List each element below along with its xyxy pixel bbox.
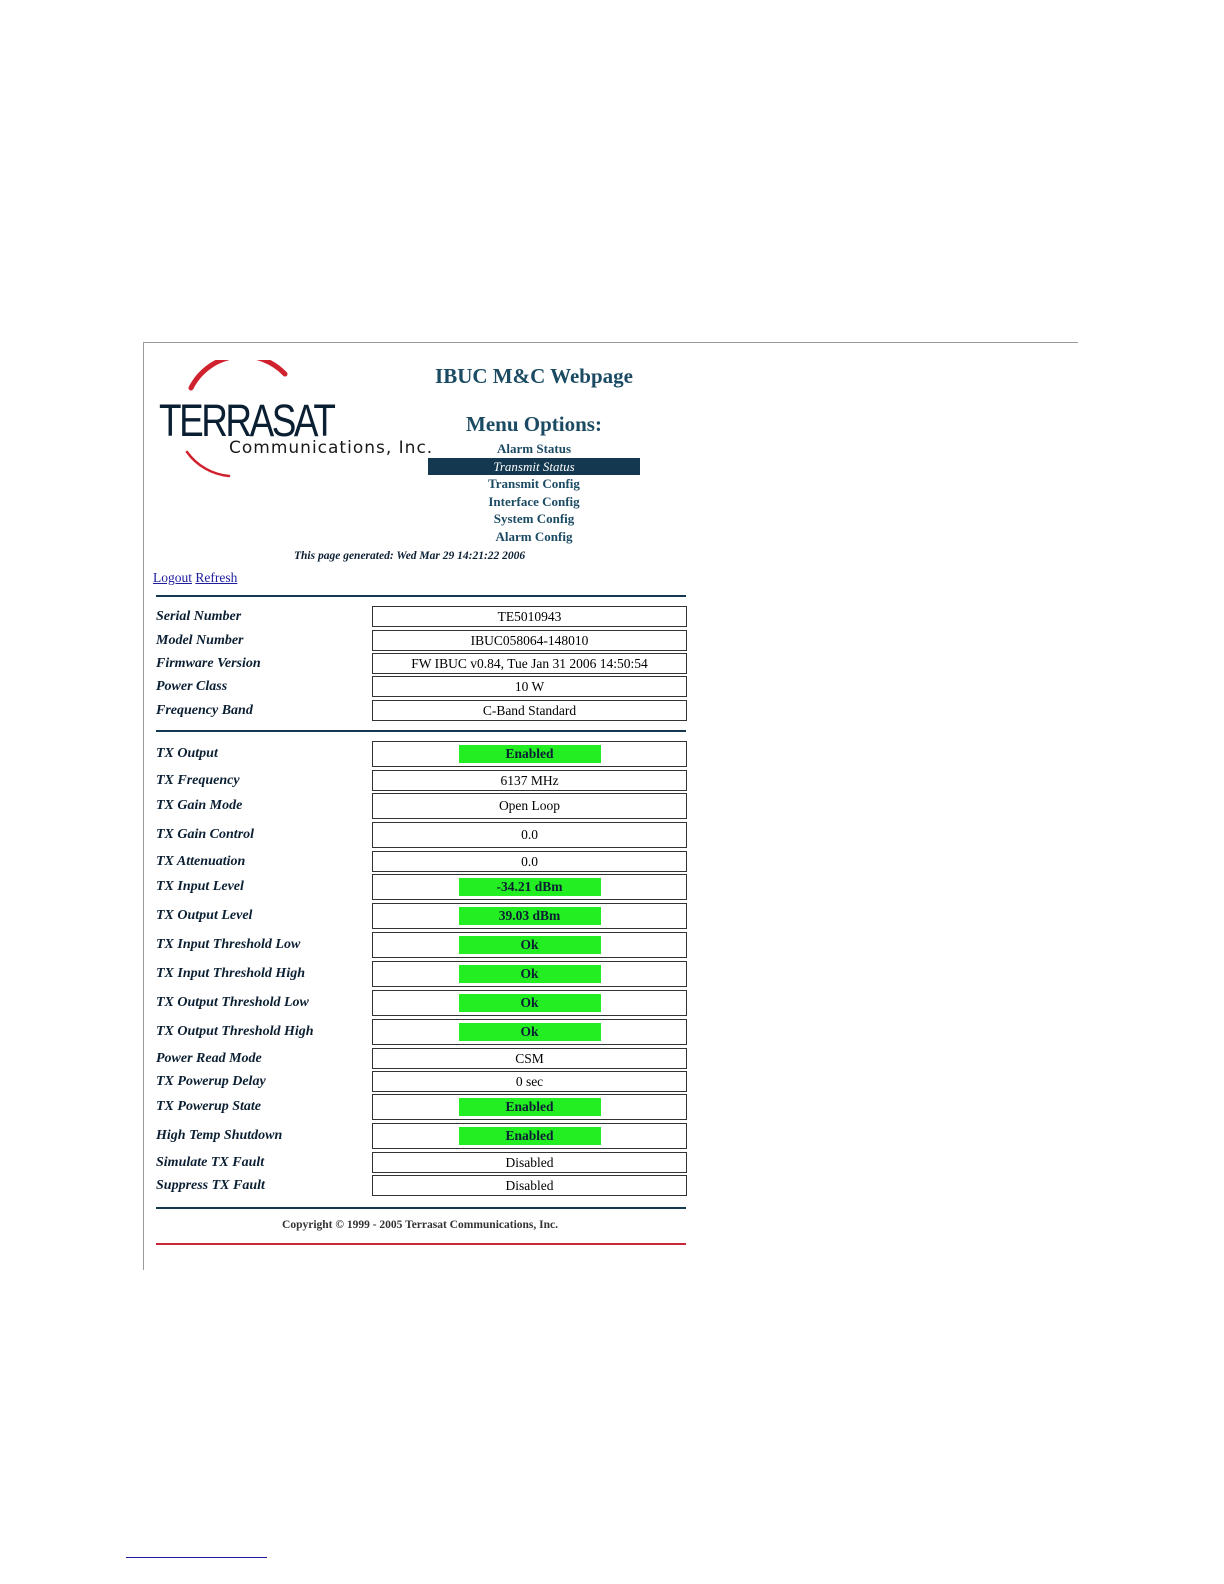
field-value-box — [372, 932, 687, 958]
field-label: High Temp Shutdown — [156, 1128, 283, 1143]
field-label: Frequency Band — [156, 703, 253, 718]
status-row-tx-frequency — [156, 770, 687, 791]
divider — [156, 595, 686, 597]
copyright-text: Copyright © 1999 - 2005 Terrasat Communications, Inc. — [282, 1219, 558, 1231]
status-badge: Ok — [459, 965, 601, 983]
menu-item-system-config[interactable]: System Config — [493, 511, 575, 527]
field-label: TX Gain Mode — [156, 798, 243, 813]
status-row-model-number — [156, 630, 687, 651]
field-value-box: Disabled — [372, 1152, 687, 1173]
footnote-rule — [126, 1557, 267, 1558]
status-row-power-class — [156, 676, 687, 697]
menu-item-transmit-status[interactable]: Transmit Status — [428, 458, 640, 476]
field-value-box: 0 sec — [372, 1071, 687, 1092]
field-label: TX Powerup State — [156, 1099, 262, 1114]
status-row-tx-output-threshold-low — [156, 990, 687, 1016]
status-row-tx-powerup-delay — [156, 1071, 687, 1092]
menu-item-alarm-status[interactable]: Alarm Status — [496, 441, 572, 456]
logo-subtitle: Communications, Inc. — [229, 438, 434, 458]
status-badge: -34.21 dBm — [459, 878, 601, 896]
status-row-suppress-tx-fault — [156, 1175, 687, 1196]
status-row-tx-attenuation — [156, 851, 687, 872]
menu-item-interface-config[interactable]: Interface Config — [488, 493, 580, 509]
status-badge: Enabled — [459, 745, 601, 763]
menu-options — [428, 440, 640, 546]
generated-timestamp: This page generated: Wed Mar 29 14:21:22 2006 — [294, 550, 526, 562]
status-row-tx-output — [156, 741, 687, 767]
field-value-box: 6137 MHz — [372, 770, 687, 791]
field-value-box: FW IBUC v0.84, Tue Jan 31 2006 14:50:54 — [372, 653, 687, 674]
status-row-frequency-band — [156, 700, 687, 721]
status-row-tx-output-threshold-high — [156, 1019, 687, 1045]
field-label: TX Input Threshold Low — [156, 937, 301, 952]
footer-divider — [156, 1243, 686, 1245]
status-row-high-temp-shutdown — [156, 1123, 687, 1149]
page-title: IBUC M&C Webpage — [435, 364, 633, 388]
status-row-tx-input-threshold-high — [156, 961, 687, 987]
field-label: Power Class — [156, 679, 228, 694]
top-links — [153, 570, 237, 586]
status-row-firmware-version — [156, 653, 687, 674]
field-value-box — [372, 874, 687, 900]
status-badge: Ok — [459, 1023, 601, 1041]
field-value-box: C-Band Standard — [372, 700, 687, 721]
menu-item-transmit-config[interactable]: Transmit Config — [488, 476, 580, 492]
field-value-box — [372, 1123, 687, 1149]
status-badge: 39.03 dBm — [459, 907, 601, 925]
field-value-box: 0.0 — [372, 851, 687, 872]
logo-wordmark: TERRASAT — [159, 395, 334, 446]
field-label: TX Output — [156, 746, 218, 761]
field-value-box: 10 W — [372, 676, 687, 697]
field-value-box: 0.0 — [372, 822, 687, 848]
status-row-tx-powerup-state — [156, 1094, 687, 1120]
field-label: TX Attenuation — [156, 854, 246, 869]
field-value-box: Disabled — [372, 1175, 687, 1196]
status-row-simulate-tx-fault — [156, 1152, 687, 1173]
field-label: TX Powerup Delay — [156, 1074, 266, 1089]
field-label: Power Read Mode — [156, 1051, 262, 1066]
field-value-box: CSM — [372, 1048, 687, 1069]
menu-heading: Menu Options: — [466, 412, 602, 436]
field-value-box — [372, 741, 687, 767]
divider — [156, 730, 686, 732]
field-label: TX Input Threshold High — [156, 966, 305, 981]
field-label: Suppress TX Fault — [156, 1178, 265, 1193]
field-value-box — [372, 903, 687, 929]
field-value-box — [372, 990, 687, 1016]
logout-link[interactable]: Logout — [153, 570, 192, 585]
field-label: Simulate TX Fault — [156, 1155, 265, 1170]
status-badge: Ok — [459, 994, 601, 1012]
field-label: Firmware Version — [156, 656, 261, 671]
field-label: TX Input Level — [156, 879, 244, 894]
status-row-tx-output-level — [156, 903, 687, 929]
status-badge: Ok — [459, 936, 601, 954]
status-row-serial-number — [156, 606, 687, 627]
terrasat-logo — [157, 360, 434, 480]
field-value-box — [372, 961, 687, 987]
status-badge: Enabled — [459, 1098, 601, 1116]
field-value-box — [372, 1094, 687, 1120]
field-value-box: IBUC058064-148010 — [372, 630, 687, 651]
field-label: TX Gain Control — [156, 827, 255, 842]
status-row-power-read-mode — [156, 1048, 687, 1069]
field-label: TX Output Threshold Low — [156, 995, 309, 1010]
refresh-link[interactable]: Refresh — [195, 570, 238, 585]
field-value-box: TE5010943 — [372, 606, 687, 627]
status-badge: Enabled — [459, 1127, 601, 1145]
field-label: Model Number — [156, 633, 244, 648]
status-row-tx-gain-mode — [156, 793, 687, 819]
status-row-tx-input-threshold-low — [156, 932, 687, 958]
status-row-tx-gain-control — [156, 822, 687, 848]
field-label: TX Frequency — [156, 773, 240, 788]
field-label: Serial Number — [156, 609, 242, 624]
menu-item-alarm-config[interactable]: Alarm Config — [495, 528, 573, 544]
field-label: TX Output Threshold High — [156, 1024, 314, 1039]
status-row-tx-input-level — [156, 874, 687, 900]
field-label: TX Output Level — [156, 908, 253, 923]
field-value-box — [372, 1019, 687, 1045]
divider — [156, 1207, 686, 1209]
field-value-box: Open Loop — [372, 793, 687, 819]
